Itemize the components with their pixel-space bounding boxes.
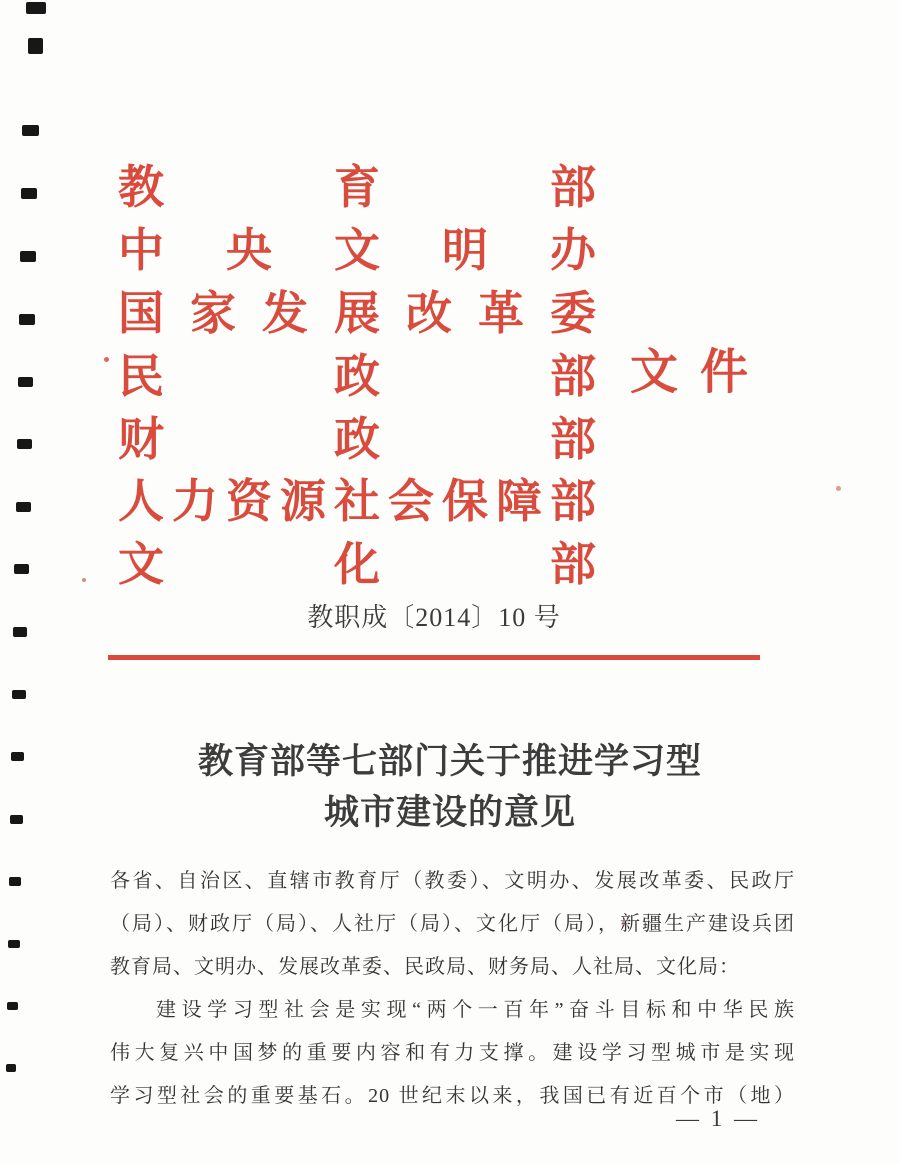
agency-character: 部 — [550, 538, 596, 591]
document-title — [0, 736, 900, 838]
scan-mark — [17, 439, 32, 449]
scan-mark — [22, 125, 39, 136]
scan-mark — [13, 627, 27, 637]
agency-character: 发 — [262, 286, 308, 339]
agency-character: 部 — [550, 475, 596, 528]
agency-row — [118, 344, 596, 407]
scan-mark — [19, 314, 35, 325]
document-body — [110, 860, 795, 1118]
scan-speck — [82, 578, 86, 582]
agency-character: 部 — [550, 161, 596, 214]
agency-row — [118, 407, 596, 470]
body-line: 伟大复兴中国梦的重要内容和有力支撑。建设学习型城市是实现 — [110, 1042, 795, 1064]
agency-character: 委 — [550, 286, 596, 339]
agency-character: 部 — [550, 349, 596, 402]
scan-mark — [12, 690, 26, 699]
agency-row — [118, 533, 596, 596]
agency-row — [118, 470, 596, 533]
issuing-agencies-letterhead — [118, 156, 596, 596]
red-divider-line — [108, 655, 760, 660]
agency-character: 革 — [478, 286, 524, 339]
body-line: 学习型社会的重要基石。20 世纪末以来，我国已有近百个市（地） — [110, 1085, 795, 1107]
agency-character: 资 — [226, 475, 272, 528]
agency-character: 人 — [118, 475, 164, 528]
agency-character: 国 — [118, 286, 164, 339]
document-title-line-1: 教育部等七部门关于推进学习型 — [197, 742, 702, 781]
agency-character: 部 — [550, 412, 596, 465]
scan-speck — [836, 486, 841, 491]
scan-mark — [21, 188, 37, 199]
doc-type-character: 文 — [630, 346, 679, 399]
agency-row — [118, 156, 596, 219]
scan-mark — [18, 377, 33, 387]
scan-mark — [26, 2, 46, 14]
agency-character: 教 — [118, 161, 164, 214]
body-line: 各省、自治区、直辖市教育厅（教委）、文明办、发展改革委、民政厅 — [110, 870, 795, 892]
agency-character: 家 — [190, 286, 236, 339]
agency-character: 育 — [334, 161, 380, 214]
scan-mark — [6, 1064, 16, 1072]
scan-mark — [16, 502, 31, 512]
agency-character: 化 — [334, 538, 380, 591]
agency-character: 会 — [388, 475, 434, 528]
agency-character: 中 — [118, 224, 164, 277]
agency-character: 政 — [334, 349, 380, 402]
scan-mark — [9, 877, 21, 886]
document-reference-number: 教职成〔2014〕10 号 — [307, 603, 561, 632]
document-title-line-2: 城市建设的意见 — [323, 793, 576, 832]
agency-character: 明 — [442, 224, 488, 277]
body-line: 建设学习型社会是实现“两个一百年”奋斗目标和中华民族 — [156, 999, 795, 1021]
scan-mark — [14, 564, 29, 574]
scan-mark — [20, 251, 36, 262]
body-line: 教育局、文明办、发展改革委、民政局、财务局、人社局、文化局： — [110, 956, 740, 978]
agency-character: 政 — [334, 412, 380, 465]
page-number: — 1 — — [676, 1106, 760, 1131]
agency-character: 力 — [172, 475, 218, 528]
agency-row — [118, 282, 596, 345]
agency-character: 办 — [550, 224, 596, 277]
scan-mark — [28, 38, 43, 54]
scan-mark — [7, 1002, 18, 1010]
agency-character: 改 — [406, 286, 452, 339]
scan-speck — [104, 357, 109, 362]
agency-character: 保 — [442, 475, 488, 528]
agency-character: 财 — [118, 412, 164, 465]
agency-character: 展 — [334, 286, 380, 339]
agency-character: 央 — [226, 224, 272, 277]
agency-character: 文 — [118, 538, 164, 591]
document-type-label — [630, 346, 748, 399]
agency-character: 障 — [496, 475, 542, 528]
agency-character: 社 — [334, 475, 380, 528]
agency-character: 文 — [334, 224, 380, 277]
agency-row — [118, 219, 596, 282]
agency-character: 民 — [118, 349, 164, 402]
agency-character: 源 — [280, 475, 326, 528]
body-line: （局）、财政厅（局）、人社厅（局）、文化厅（局），新疆生产建设兵团 — [110, 913, 795, 935]
scan-mark — [8, 940, 20, 948]
doc-type-character: 件 — [699, 346, 748, 399]
